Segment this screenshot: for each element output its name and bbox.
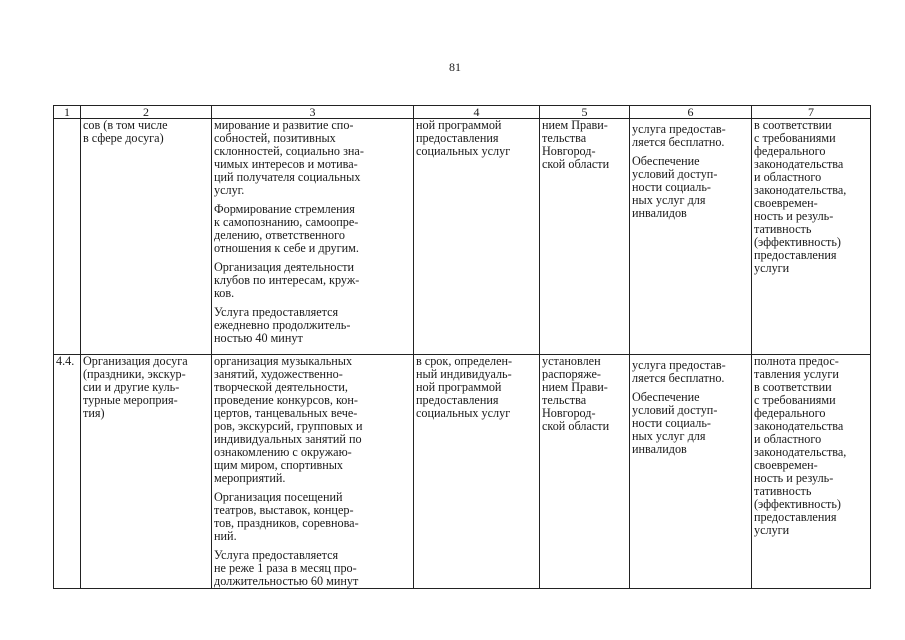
description-line: ежедневно продолжитель- <box>214 318 351 332</box>
description-line: Организация деятельности <box>214 260 355 274</box>
quality-line: с требованиями <box>754 393 836 407</box>
description-line: ций получателя социальных <box>214 170 361 184</box>
conditions-paragraph <box>632 123 749 149</box>
tariff-line: Новгород- <box>542 406 596 420</box>
tariff-line: нием Прави- <box>542 380 608 394</box>
header-col-2: 2 <box>81 106 212 119</box>
cell-quality-indicators <box>752 119 871 355</box>
cell-number <box>54 119 81 355</box>
quality-line: федерального <box>754 406 826 420</box>
description-paragraph <box>214 355 411 485</box>
description-line: занятий, художественно- <box>214 367 343 381</box>
quality-line: (эффективность) <box>754 235 841 249</box>
description-paragraph <box>214 203 411 255</box>
term-line: ной программой <box>416 118 502 132</box>
description-line: Услуга предоставляется <box>214 305 339 319</box>
cell-number: 4.4. <box>54 355 81 589</box>
cell-tariff <box>540 119 630 355</box>
description-paragraph <box>214 306 411 345</box>
header-col-5: 5 <box>540 106 630 119</box>
description-line: не реже 1 раза в месяц про- <box>214 561 357 575</box>
description-paragraph <box>214 549 411 588</box>
header-col-6: 6 <box>630 106 752 119</box>
quality-line: тавления услуги <box>754 367 839 381</box>
quality-line: и областного <box>754 432 822 446</box>
description-line: мероприятий. <box>214 471 286 485</box>
description-line: к самопознанию, самоопре- <box>214 215 359 229</box>
quality-line: предоставления <box>754 248 837 262</box>
conditions-line: ляется бесплатно. <box>632 371 725 385</box>
cell-conditions <box>630 119 752 355</box>
description-line: театров, выставок, концер- <box>214 503 354 517</box>
term-line: в срок, определен- <box>416 354 513 368</box>
service-name-line: сии и другие куль- <box>83 380 180 394</box>
conditions-line: Обеспечение <box>632 390 700 404</box>
service-name-line: сов (в том числе <box>83 118 168 132</box>
conditions-line: инвалидов <box>632 206 687 220</box>
cell-tariff <box>540 355 630 589</box>
description-line: щим миром, спортивных <box>214 458 344 472</box>
term-line: предоставления <box>416 131 499 145</box>
cell-service-term <box>414 119 540 355</box>
description-line: организация музыкальных <box>214 354 353 368</box>
conditions-line: Обеспечение <box>632 154 700 168</box>
service-name-line: турные мероприя- <box>83 393 178 407</box>
conditions-line: ных услуг для <box>632 429 706 443</box>
quality-line: полнота предос- <box>754 354 839 368</box>
description-line: собностей, позитивных <box>214 131 336 145</box>
page-number: 81 <box>449 60 461 74</box>
header-col-7: 7 <box>752 106 871 119</box>
quality-line: законодательства <box>754 157 844 171</box>
description-line: Формирование стремления <box>214 202 355 216</box>
tariff-line: ской области <box>542 157 610 171</box>
table-row <box>54 355 871 589</box>
description-line: склонностей, социально зна- <box>214 144 364 158</box>
tariff-line: установлен <box>542 354 601 368</box>
cell-quality-indicators <box>752 355 871 589</box>
description-paragraph <box>214 261 411 300</box>
cell-service-description <box>212 119 414 355</box>
conditions-line: ляется бесплатно. <box>632 135 725 149</box>
quality-line: услуги <box>754 261 790 275</box>
service-name-line: в сфере досуга) <box>83 131 164 145</box>
description-line: делению, ответственного <box>214 228 345 242</box>
description-line: цертов, танцевальных вече- <box>214 406 358 420</box>
tariff-line: тельства <box>542 131 587 145</box>
term-line: ной программой <box>416 380 502 394</box>
term-line: социальных услуг <box>416 406 511 420</box>
description-paragraph <box>214 119 411 197</box>
quality-line: тативность <box>754 484 812 498</box>
conditions-line: ности социаль- <box>632 416 711 430</box>
tariff-line: Новгород- <box>542 144 596 158</box>
quality-line: федерального <box>754 144 826 158</box>
conditions-line: услуга предостав- <box>632 122 726 136</box>
quality-line: (эффективность) <box>754 497 841 511</box>
conditions-paragraph <box>632 391 749 456</box>
service-name-line: тия) <box>83 406 105 420</box>
cell-service-name <box>81 119 212 355</box>
service-name-line: (праздники, экскур- <box>83 367 186 381</box>
tariff-line: нием Прави- <box>542 118 608 132</box>
header-col-1: 1 <box>54 106 81 119</box>
quality-line: с требованиями <box>754 131 836 145</box>
quality-line: законодательства, <box>754 183 847 197</box>
quality-line: предоставления <box>754 510 837 524</box>
term-line: предоставления <box>416 393 499 407</box>
quality-line: и областного <box>754 170 822 184</box>
service-name-line: Организация досуга <box>83 354 188 368</box>
description-line: ознакомлению с окружаю- <box>214 445 352 459</box>
description-line: Организация посещений <box>214 490 343 504</box>
description-line: услуг. <box>214 183 245 197</box>
cell-service-description <box>212 355 414 589</box>
description-line: ров, экскурсий, групповых и <box>214 419 363 433</box>
header-col-4: 4 <box>414 106 540 119</box>
description-line: индивидуальных занятий по <box>214 432 362 446</box>
term-line: социальных услуг <box>416 144 511 158</box>
quality-line: ность и резуль- <box>754 209 834 223</box>
description-line: клубов по интересам, круж- <box>214 273 360 287</box>
cell-service-term <box>414 355 540 589</box>
cell-conditions <box>630 355 752 589</box>
quality-line: законодательства, <box>754 445 847 459</box>
header-col-3: 3 <box>212 106 414 119</box>
services-table <box>53 105 871 589</box>
quality-line: своевремен- <box>754 458 818 472</box>
description-line: ков. <box>214 286 235 300</box>
description-paragraph <box>214 491 411 543</box>
conditions-line: условий доступ- <box>632 167 718 181</box>
tariff-line: ской области <box>542 419 610 433</box>
description-line: ностью 40 минут <box>214 331 303 345</box>
tariff-line: тельства <box>542 393 587 407</box>
quality-line: тативность <box>754 222 812 236</box>
conditions-paragraph <box>632 155 749 220</box>
table-row <box>54 119 871 355</box>
description-line: проведение конкурсов, кон- <box>214 393 358 407</box>
quality-line: законодательства <box>754 419 844 433</box>
conditions-line: условий доступ- <box>632 403 718 417</box>
description-line: тов, праздников, соревнова- <box>214 516 359 530</box>
conditions-paragraph <box>632 359 749 385</box>
conditions-line: ных услуг для <box>632 193 706 207</box>
description-line: чимых интересов и мотива- <box>214 157 358 171</box>
description-line: отношения к себе и другим. <box>214 241 359 255</box>
cell-service-name <box>81 355 212 589</box>
description-line: творческой деятельности, <box>214 380 348 394</box>
conditions-line: инвалидов <box>632 442 687 456</box>
quality-line: в соответствии <box>754 380 832 394</box>
description-line: должительностью 60 минут <box>214 574 359 588</box>
tariff-line: распоряже- <box>542 367 601 381</box>
description-line: Услуга предоставляется <box>214 548 339 562</box>
term-line: ный индивидуаль- <box>416 367 512 381</box>
description-line: мирование и развитие спо- <box>214 118 354 132</box>
header-row <box>54 106 871 119</box>
quality-line: ность и резуль- <box>754 471 834 485</box>
description-line: ний. <box>214 529 237 543</box>
quality-line: своевремен- <box>754 196 818 210</box>
quality-line: услуги <box>754 523 790 537</box>
conditions-line: ности социаль- <box>632 180 711 194</box>
quality-line: в соответствии <box>754 118 832 132</box>
conditions-line: услуга предостав- <box>632 358 726 372</box>
